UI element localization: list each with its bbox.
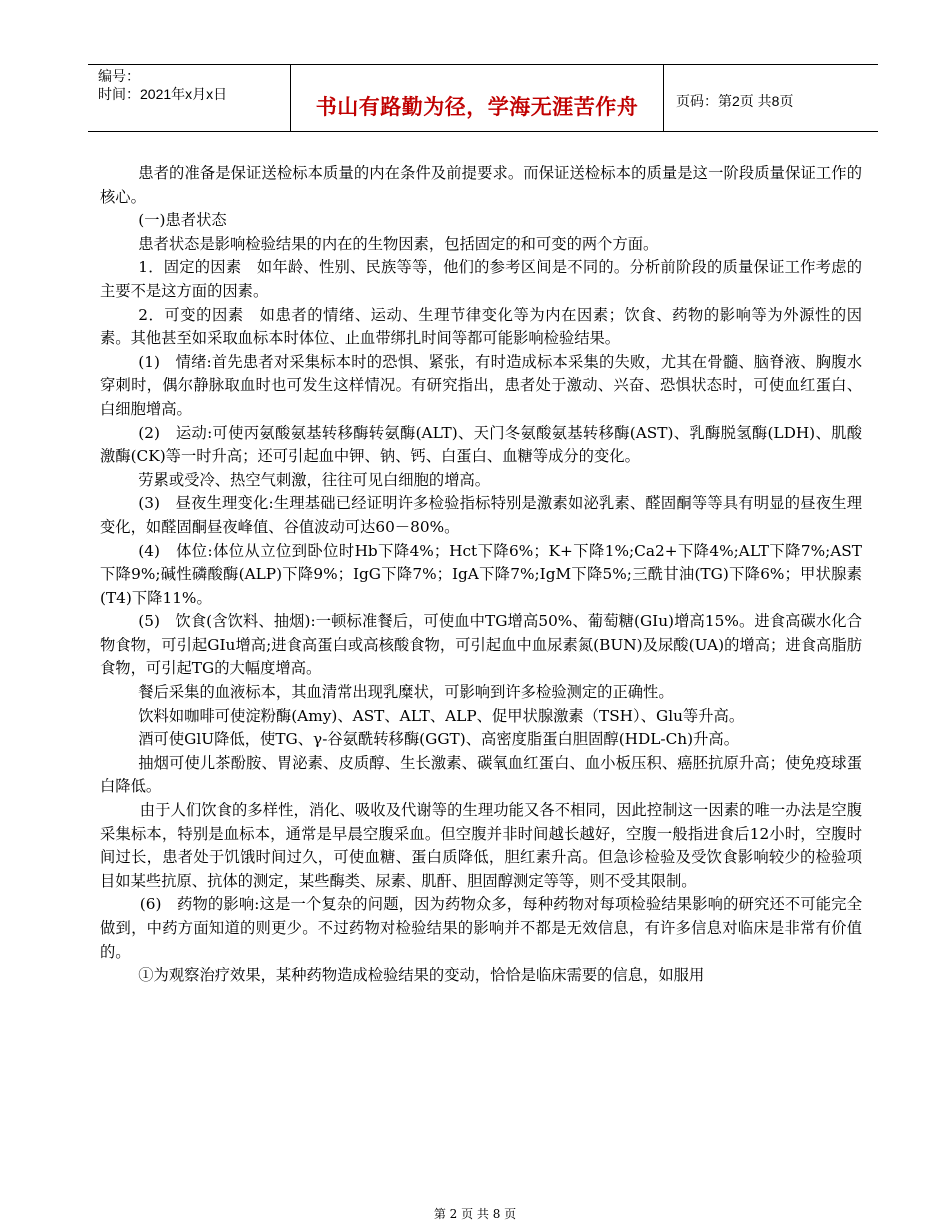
paragraph: 患者状态是影响检验结果的内在的生物因素，包括固定的和可变的两个方面。	[138, 234, 659, 253]
paragraph: 2．可变的因素 如患者的情绪、运动、生理节律变化等为内在因素；饮食、药物的影响等为外源性的因素。其他甚至如采取血标本时体位、止血带绑扎时间等都可能影响检验结果。	[100, 305, 862, 348]
paragraph: (3) 昼夜生理变化:生理基础已经证明许多检验指标特别是激素如泌乳素、醛固酮等等具有明显的昼夜生理变化，如醛固酮昼夜峰值、谷值波动可达60－80%。	[100, 494, 862, 536]
paragraph: 劳累或受冷、热空气刺激，往往可见白细胞的增高。	[138, 470, 491, 489]
paragraph: ①为观察治疗效果，某种药物造成检验结果的变动，恰恰是临床需要的信息，如服用	[138, 966, 705, 985]
paragraph: 1．固定的因素 如年龄、性别、民族等等，他们的参考区间是不同的。分析前阶段的质量保证工作考虑的主要不是这方面的因素。	[100, 258, 862, 300]
header-meta	[88, 65, 288, 131]
page-header	[88, 64, 878, 132]
paragraph: (1) 情绪:首先患者对采集标本时的恐惧、紧张，有时造成标本采集的失败，尤其在骨髓、脑脊液、胸腹水穿刺时，偶尔静脉取血时也可发生这样情况。有研究指出，患者处于激动、兴奋、恐惧状态时，可使血红蛋白、白细胞增高。	[100, 352, 862, 418]
paragraph: (5) 饮食(含饮料、抽烟):一顿标准餐后，可使血中TG增高50%、葡萄糖(GIu)增高15%。进食高碳水化合物食物，可引起GIu增高;进食高蛋白或高核酸食物，可引起血中血尿素氮(BUN)及尿酸(UA)的增高；进食高脂肪食物，可引起TG的大幅度增高。	[100, 612, 862, 678]
header-motto-cell	[290, 65, 664, 131]
paragraph: (4) 体位:体位从立位到卧位时Hb下降4%；Hct下降6%；K+下降1%;Ca2+下降4%;ALT下降7%;AST下降9%;碱性磷酸酶(ALP)下降9%；IgG下降7%；IgA下降7%;IgM下降5%;三酰甘油(TG)下降6%；甲状腺素(T4)下降11%。	[100, 541, 862, 607]
header-page-info: 页码：第2页 共8页	[676, 93, 794, 109]
document-body	[100, 162, 862, 988]
paragraph: (6) 药物的影响:这是一个复杂的问题，因为药物众多，每种药物对每项检验结果影响的研究还不可能完全做到，中药方面知道的则更少。不过药物对检验结果的影响并不都是无效信息，有许多信息对临床是非常有价值的。	[100, 895, 862, 961]
document-time-label: 时间：2021年x月x日	[98, 86, 228, 102]
document-number-label: 编号：	[98, 68, 140, 84]
page-footer: 第 2 页 共 8 页	[433, 1207, 517, 1221]
paragraph: 饮料如咖啡可使淀粉酶(Amy)、AST、ALT、ALP、促甲状腺激素（TSH）、Glu等升高。	[138, 706, 745, 725]
section-heading: (一)患者状态	[138, 211, 227, 230]
paragraph: 抽烟可使儿茶酚胺、胃泌素、皮质醇、生长激素、碳氧血红蛋白、血小板压积、癌胚抗原升高；使免疫球蛋白降低。	[100, 753, 862, 796]
paragraph: (2) 运动:可使丙氨酸氨基转移酶转氨酶(ALT)、天门冬氨酸氨基转移酶(AST)、乳酶脱氢酶(LDH)、肌酸激酶(CK)等一时升高；还可引起血中钾、钠、钙、白蛋白、血糖等成分的变化。	[100, 423, 862, 466]
paragraph: 酒可使GlU降低，使TG、γ-谷氨酰转移酶(GGT)、高密度脂蛋白胆固醇(HDL-Ch)升高。	[138, 730, 740, 749]
header-page-cell	[666, 65, 878, 131]
paragraph: 患者的准备是保证送检标本质量的内在条件及前提要求。而保证送检标本的质量是这一阶段质量保证工作的核心。	[100, 164, 862, 206]
header-motto: 书山有路勤为径，学海无涯苦作舟	[315, 95, 639, 119]
paragraph: 由于人们饮食的多样性，消化、吸收及代谢等的生理功能又各不相同，因此控制这一因素的唯一办法是空腹采集标本，特别是血标本，通常是早晨空腹采血。但空腹并非时间越长越好，空腹一般指进食后12小时，空腹时间过长，患者处于饥饿时间过久，可使血糖、蛋白质降低，胆红素升高。但急诊检验及受饮食影响较少的检验项目如某些抗原、抗体的测定，某些酶类、尿素、肌酐、胆固醇测定等等，则不受其限制。	[100, 801, 862, 890]
paragraph: 餐后采集的血液标本，其血清常出现乳糜状，可影响到许多检验测定的正确性。	[138, 683, 674, 702]
